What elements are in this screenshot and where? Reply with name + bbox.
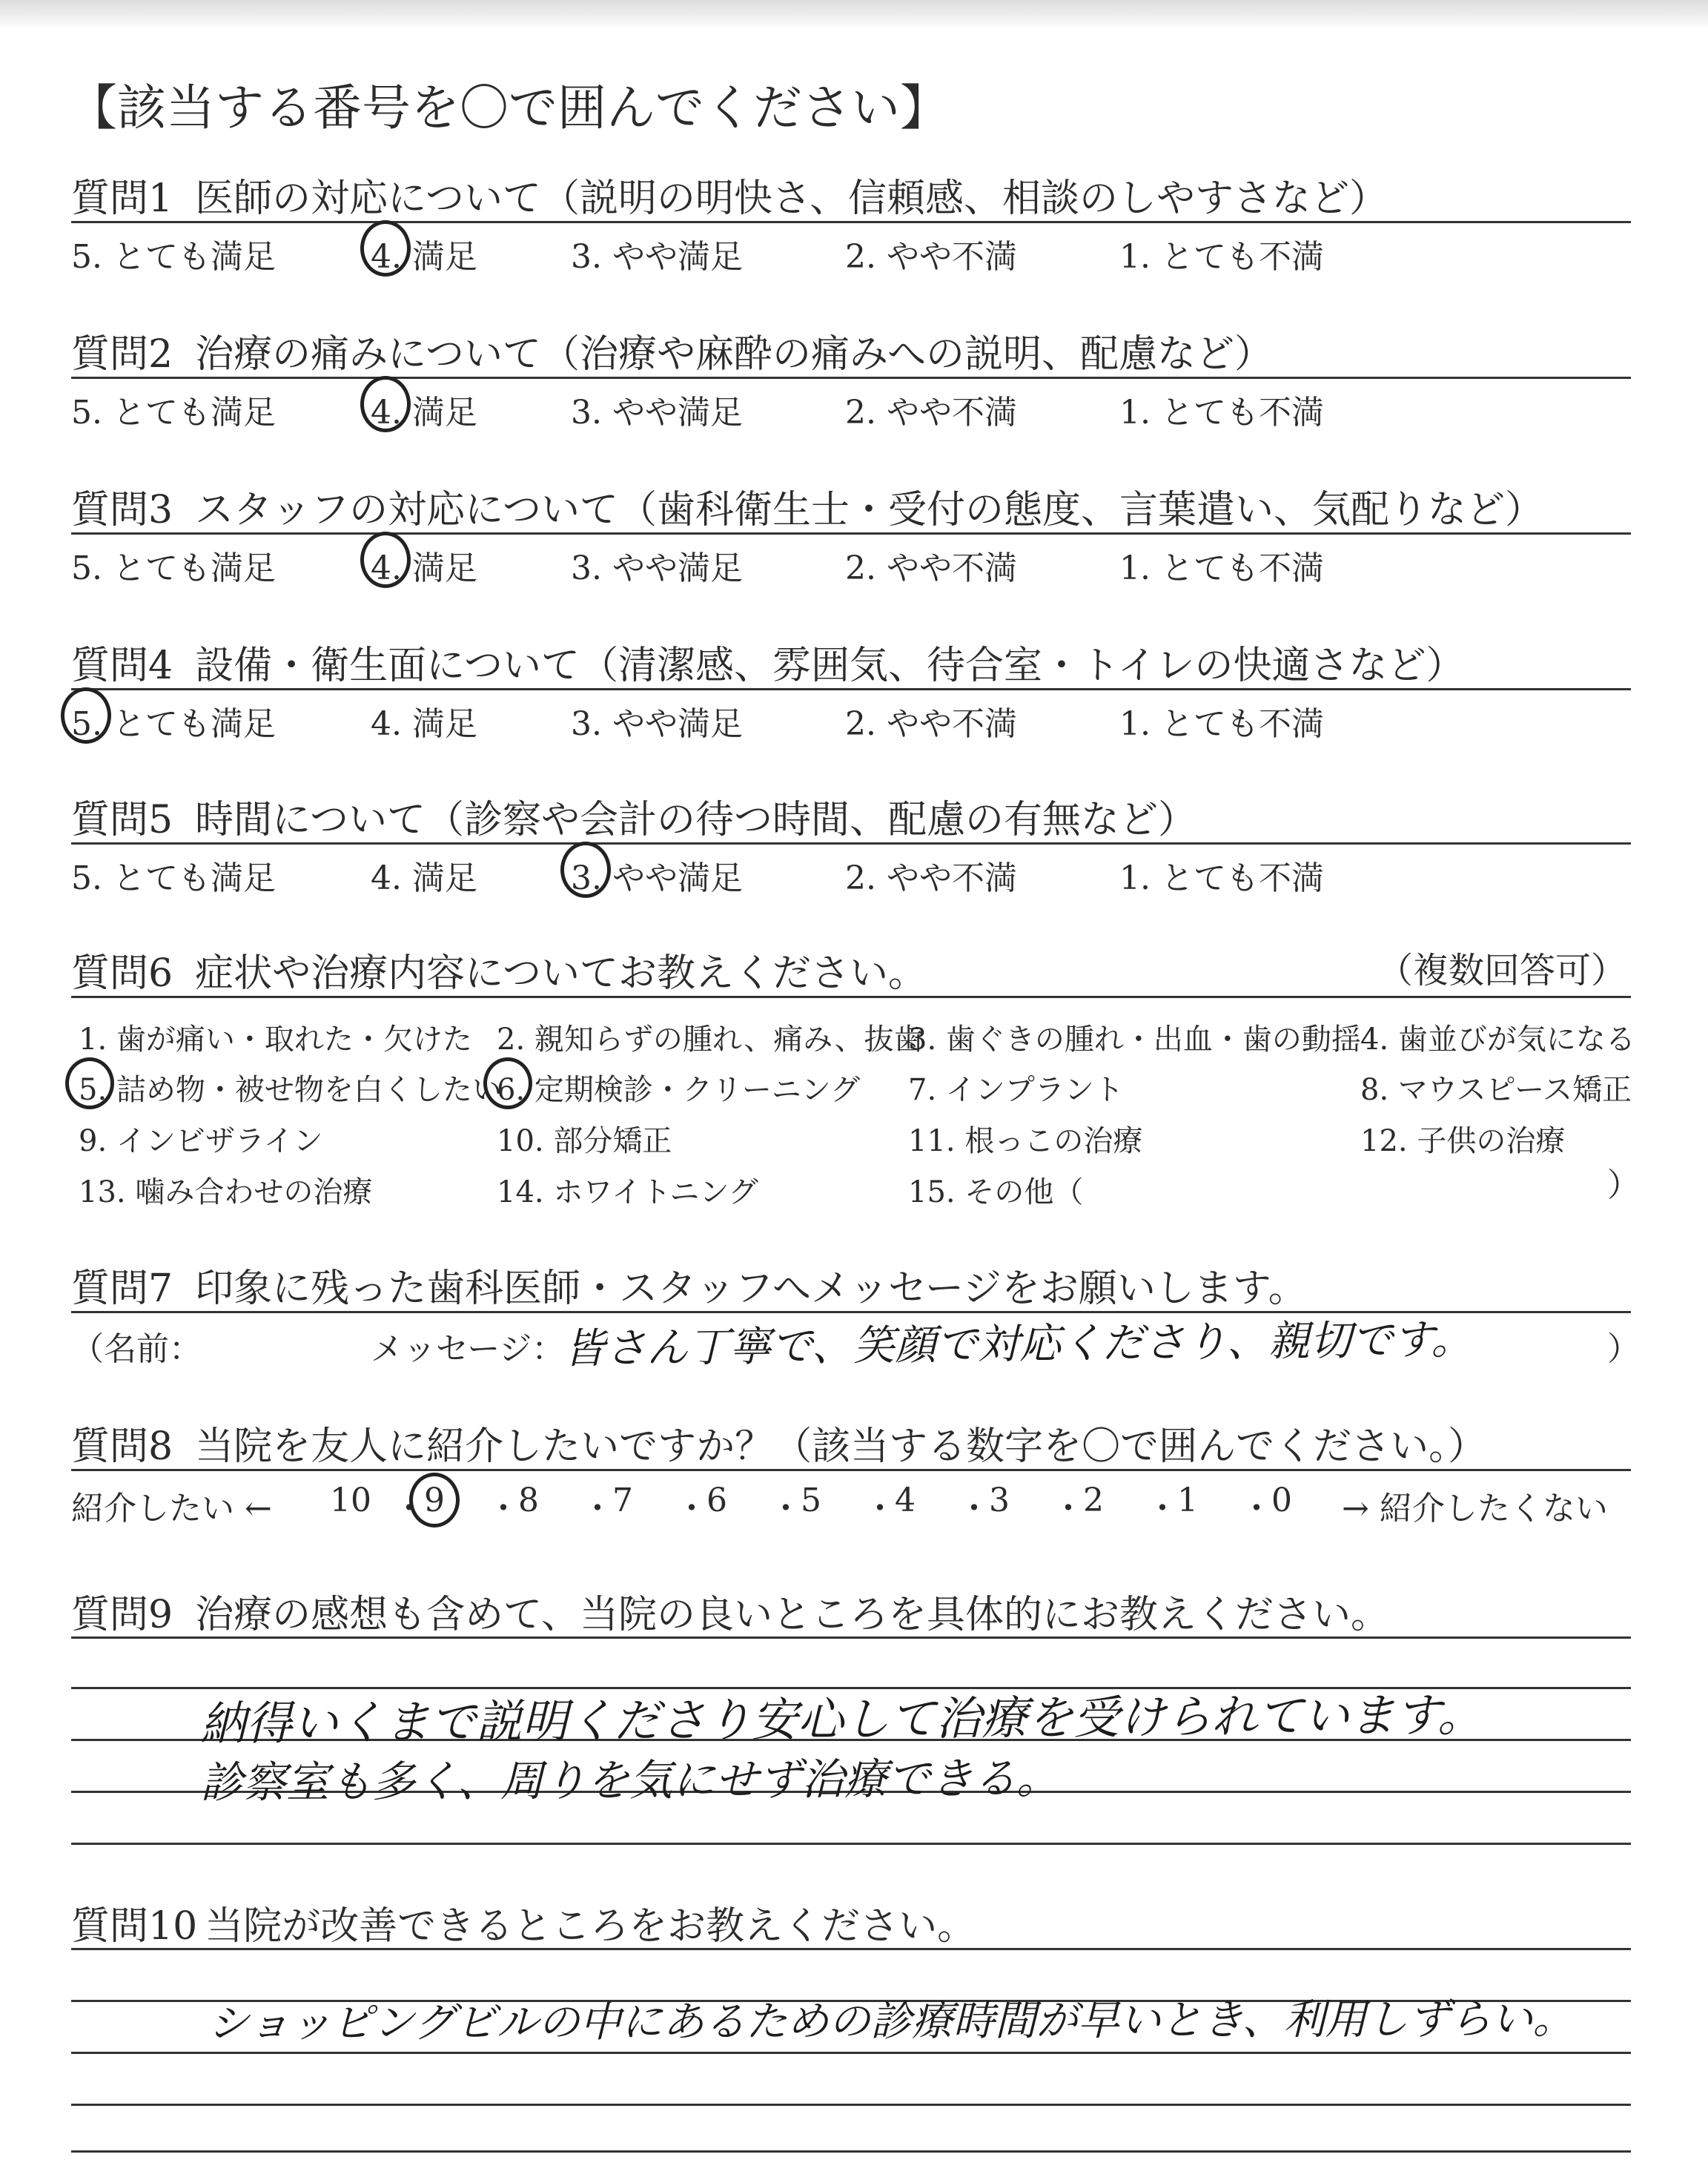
rating-option[interactable]: 4. 満足: [371, 394, 477, 432]
scale-separator: ・: [1052, 1490, 1085, 1527]
treatment-option[interactable]: 8. マウスピース矯正: [1360, 1073, 1632, 1107]
rating-option[interactable]: 3. やや満足: [571, 394, 743, 432]
question-number: 質問10: [71, 1904, 198, 1949]
question-text: 症状や治療内容についてお教えください。: [195, 951, 927, 996]
question-rule: [71, 532, 1631, 535]
scale-value[interactable]: 4: [895, 1482, 916, 1519]
rating-option[interactable]: 2. やや不満: [845, 705, 1017, 743]
scale-value[interactable]: 6: [706, 1482, 727, 1519]
question-rule: [71, 996, 1631, 998]
question-title: [71, 634, 1464, 690]
selection-circle: [65, 1057, 114, 1109]
rating-option[interactable]: 5. とても満足: [71, 549, 276, 587]
other-close-paren: ）: [1607, 1166, 1640, 1204]
question-number: 質問8: [71, 1424, 173, 1469]
question-title: [71, 1257, 1307, 1312]
treatment-option[interactable]: 3. 歯ぐきの腫れ・出血・歯の動揺: [908, 1023, 1361, 1057]
question-title: [71, 942, 927, 997]
scale-separator: ・: [393, 1490, 426, 1527]
handwritten-message: 皆さん丁寧で、笑顔で対応くださり、親切です。: [563, 1315, 1473, 1373]
question-number: 質問7: [71, 1266, 173, 1311]
treatment-option[interactable]: 14. ホワイトニング: [497, 1175, 758, 1209]
scale-separator: ・: [487, 1490, 520, 1527]
scale-value[interactable]: 9: [424, 1482, 445, 1519]
rating-option[interactable]: 2. やや不満: [845, 394, 1017, 432]
treatment-option[interactable]: 1. 歯が痛い・取れた・欠けた: [79, 1023, 472, 1057]
scale-value[interactable]: 10: [330, 1482, 371, 1519]
treatment-option[interactable]: 5. 詰め物・被せ物を白くしたい: [79, 1073, 502, 1107]
scale-separator: ・: [1240, 1490, 1273, 1527]
rating-option[interactable]: 4. 満足: [371, 549, 477, 587]
scale-value[interactable]: 8: [518, 1482, 539, 1519]
scale-separator: ・: [675, 1490, 708, 1527]
handwritten-answer-line-1: ショッピングビルの中にあるための診療時間が早いとき、利用しずらい。: [207, 1995, 1575, 2048]
question-text: 治療の感想も含めて、当院の良いところを具体的にお教えください。: [195, 1593, 1390, 1637]
rating-option[interactable]: 3. やや満足: [571, 705, 743, 743]
rating-option[interactable]: 4. 満足: [371, 705, 477, 743]
rating-option[interactable]: 2. やや不満: [845, 549, 1017, 587]
treatment-option[interactable]: 12. 子供の治療: [1360, 1124, 1566, 1158]
question-text: 当院が改善できるところをお教えください。: [205, 1904, 976, 1949]
scale-value[interactable]: 3: [989, 1482, 1010, 1519]
question-number: 質問4: [71, 644, 173, 688]
scale-separator: ・: [864, 1490, 896, 1527]
question-number: 質問6: [71, 951, 173, 996]
rating-option[interactable]: 1. とても不満: [1119, 705, 1324, 743]
question-title: [71, 323, 1273, 378]
scale-separator: ・: [769, 1490, 802, 1527]
name-label: （名前：: [71, 1330, 202, 1368]
question-text: 治療の痛みについて（治療や麻酔の痛みへの説明、配慮など）: [195, 332, 1274, 377]
scale-left-label: 紹介したい ←: [71, 1490, 272, 1527]
question-rule: [71, 221, 1631, 223]
treatment-option[interactable]: 9. インビザライン: [79, 1124, 323, 1158]
answer-rule: [71, 1948, 1631, 1950]
rating-option[interactable]: 5. とても満足: [71, 394, 276, 432]
selection-circle: [483, 1057, 532, 1109]
rating-option[interactable]: 5. とても満足: [71, 859, 276, 897]
rating-option[interactable]: 4. 満足: [371, 859, 477, 897]
question-number: 質問2: [71, 332, 173, 377]
scale-value[interactable]: 1: [1177, 1482, 1198, 1519]
rating-option[interactable]: 3. やや満足: [571, 859, 743, 897]
rating-option[interactable]: 2. やや不満: [845, 238, 1017, 276]
question-number: 質問3: [71, 488, 173, 532]
selection-circle: [360, 376, 411, 432]
answer-rule: [71, 2052, 1631, 2054]
scale-value[interactable]: 2: [1083, 1482, 1104, 1519]
rating-option[interactable]: 4. 満足: [371, 238, 477, 276]
message-label: メッセージ：: [371, 1330, 565, 1368]
question-rule: [71, 1469, 1631, 1471]
handwritten-answer-line-2: 診察室も多く、周りを気にせず治療できる。: [199, 1752, 1060, 1808]
scale-right-label: → 紹介したくない: [1342, 1490, 1608, 1527]
rating-option[interactable]: 2. やや不満: [845, 859, 1017, 897]
question-title: [71, 1895, 976, 1950]
question-number: 質問9: [71, 1593, 173, 1637]
rating-option[interactable]: 5. とても満足: [71, 705, 276, 743]
question-title: [71, 478, 1543, 534]
answer-rule: [71, 1843, 1631, 1845]
question-text: 医師の対応について（説明の明快さ、信頼感、相談のしやすさなど）: [195, 176, 1388, 221]
scale-value[interactable]: 0: [1271, 1482, 1292, 1519]
selection-circle: [360, 532, 411, 588]
rating-option[interactable]: 3. やや満足: [571, 549, 743, 587]
treatment-option[interactable]: 11. 根っこの治療: [908, 1124, 1143, 1158]
question-title: [71, 788, 1196, 844]
question-title: [71, 1415, 1486, 1470]
treatment-option[interactable]: 4. 歯並びが気になる: [1360, 1023, 1635, 1057]
question-text: 当院を友人に紹介したいですか？（該当する数字を〇で囲んでください。）: [195, 1424, 1487, 1469]
question-title: [71, 1583, 1389, 1639]
rating-option[interactable]: 1. とても不満: [1119, 238, 1324, 276]
answer-rule: [71, 1636, 1631, 1639]
scale-separator: ・: [958, 1490, 990, 1527]
treatment-option[interactable]: 10. 部分矯正: [497, 1124, 672, 1158]
rating-option[interactable]: 1. とても不満: [1119, 549, 1324, 587]
answer-rule: [71, 2104, 1631, 2106]
selection-circle: [409, 1473, 460, 1527]
question-number: 質問5: [71, 798, 173, 842]
question-text: 設備・衛生面について（清潔感、雰囲気、待合室・トイレの快適さなど）: [195, 644, 1465, 688]
question-rule: [71, 688, 1631, 690]
question-text: 印象に残った歯科医師・スタッフへメッセージをお願いします。: [195, 1266, 1307, 1311]
question-rule: [71, 377, 1631, 379]
rating-option[interactable]: 3. やや満足: [571, 238, 743, 276]
selection-circle: [61, 687, 111, 744]
scale-separator: ・: [1146, 1490, 1179, 1527]
treatment-option[interactable]: 13. 噛み合わせの治療: [79, 1175, 373, 1209]
rating-option[interactable]: 1. とても不満: [1119, 859, 1324, 897]
question-rule: [71, 842, 1631, 845]
treatment-option[interactable]: 6. 定期検診・クリーニング: [497, 1073, 861, 1107]
treatment-option[interactable]: 7. インプラント: [908, 1073, 1124, 1107]
question-text: 時間について（診察や会計の待つ時間、配慮の有無など）: [195, 798, 1197, 842]
answer-rule: [71, 2150, 1631, 2153]
question-number: 質問1: [71, 176, 173, 221]
treatment-option[interactable]: 15. その他（: [908, 1175, 1084, 1209]
scale-value[interactable]: 5: [801, 1482, 821, 1519]
treatment-option[interactable]: 2. 親知らずの腫れ、痛み、抜歯: [497, 1023, 924, 1057]
multiple-answer-note: （複数回答可）: [1377, 950, 1626, 991]
form-heading: 【該当する番号を〇で囲んでください】: [68, 79, 949, 136]
scan-top-edge: [0, 0, 1708, 30]
rating-option[interactable]: 1. とても不満: [1119, 394, 1324, 432]
scale-value[interactable]: 7: [612, 1482, 633, 1519]
message-close-paren: ）: [1607, 1330, 1640, 1368]
question-text: スタッフの対応について（歯科衛生士・受付の態度、言葉遣い、気配りなど）: [195, 488, 1544, 532]
selection-circle: [560, 842, 611, 898]
handwritten-answer-line-1: 納得いくまで説明くださり安心して治療を受けられています。: [199, 1687, 1484, 1751]
selection-circle: [360, 220, 411, 277]
scale-separator: ・: [581, 1490, 614, 1527]
rating-option[interactable]: 5. とても満足: [71, 238, 276, 276]
question-title: [71, 167, 1388, 222]
